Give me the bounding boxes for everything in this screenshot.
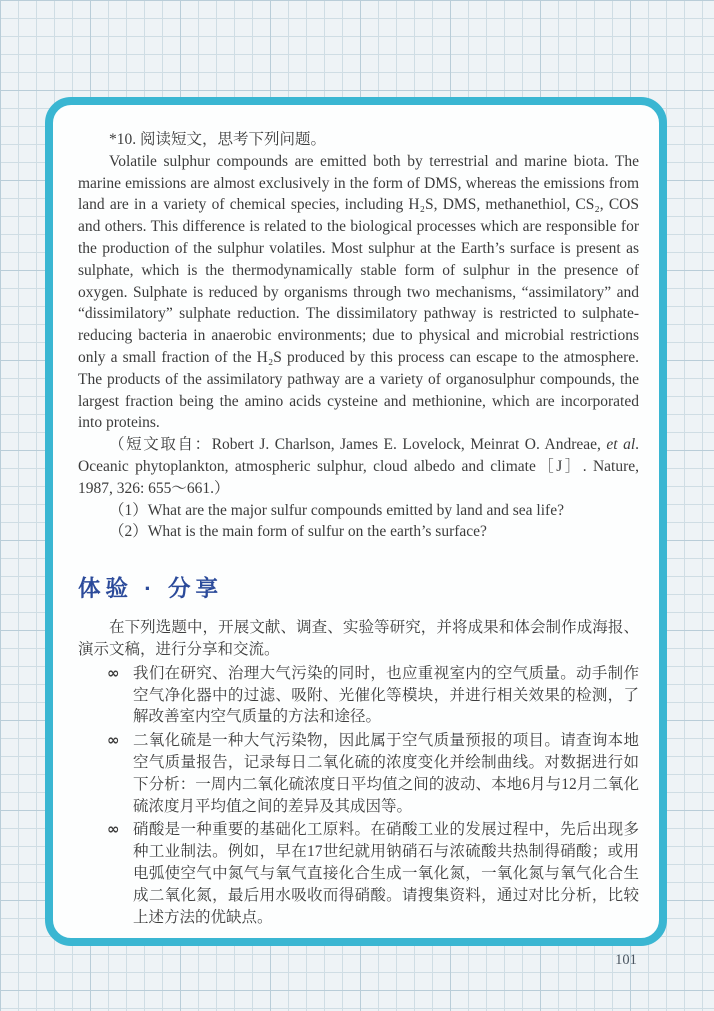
question-10-heading: *10. 阅读短文，思考下列问题。 bbox=[109, 131, 327, 148]
content-card bbox=[45, 97, 667, 946]
page-number: 101 bbox=[615, 952, 637, 968]
sub-question-1: （1）What are the major sulfur compounds emitted by land and sea life? bbox=[109, 501, 564, 519]
reading-passage: Volatile sulphur compounds are emitted both by terrestrial and marine biota. The marine emissions are almost exclusively in the form of DMS, whereas the emissions from land are in a variety of chemical species, including H₂S, DMS, methanethiol, CS₂, COS and others. This difference is related to the biological processes which are responsible for the production of the sulphur volatiles. Most sulphur at the Earth’s surface is present as sulphate, which is the thermodynamically stable form of sulphur in the presence of oxygen. Sulphate is reduced by organisms through two mechanisms, “assimilatory” and “dissimilatory” sulphate reduction. The dissimilatory pathway is restricted to sulphate-reducing bacteria in anaerobic environments; due to physical and microbial restrictions only a small fraction of the H₂S produced by this process can escape to the atmosphere. The products of the assimilatory pathway are a variety of organosulphur compounds, the largest fraction being the amino acids cysteine and methionine, which are incorporated into proteins. bbox=[78, 152, 639, 432]
topic-item-sulfur-dioxide bbox=[107, 730, 639, 817]
infinity-bullet-icon: ∞ bbox=[107, 663, 120, 682]
citation bbox=[78, 434, 639, 499]
topic-text-sulfur-dioxide: 二氧化硫是一种大气污染物，因此属于空气质量预报的项目。请查询本地空气质量报告，记录每日二氧化硫的浓度变化并绘制曲线。对数据进行如下分析：一周内二氧化硫浓度日平均值之间的波动、本地6月与12月二氧化硫浓度月平均值之间的差异及其成因等。 bbox=[133, 732, 639, 815]
citation-prefix: （短文取自：Robert J. Charlson, James E. Lovelock, Meinrat O. Andreae, bbox=[109, 436, 607, 454]
sub-question-2: （2）What is the main form of sulfur on the earth’s surface? bbox=[109, 523, 487, 541]
topic-item-nitric-acid bbox=[107, 819, 639, 928]
citation-et-al: et al bbox=[606, 436, 636, 454]
infinity-bullet-icon: ∞ bbox=[107, 731, 120, 750]
experience-share-intro: 在下列选题中，开展文献、调查、实验等研究，并将成果和体会制作成海报、演示文稿，进行分享和交流。 bbox=[78, 619, 639, 658]
infinity-bullet-icon: ∞ bbox=[107, 820, 120, 839]
topic-item-air-purifier bbox=[107, 663, 639, 728]
experience-share-title: 体验 · 分享 bbox=[78, 576, 223, 602]
topic-text-nitric-acid: 硝酸是一种重要的基础化工原料。在硝酸工业的发展过程中，先后出现多种工业制法。例如，早在17世纪就用钠硝石与浓硫酸共热制得硝酸；或用电弧使空气中氮气与氧气直接化合生成一氧化氮，一氧化氮与氧气化合生成二氧化氮，最后用水吸收而得硝酸。请搜集资料，通过对比分析，比较上述方法的优缺点。 bbox=[133, 821, 639, 926]
topic-text-air-purifier: 我们在研究、治理大气污染的同时，也应重视室内的空气质量。动手制作空气净化器中的过滤、吸附、光催化等模块，并进行相关效果的检测，了解改善室内空气质量的方法和途径。 bbox=[133, 664, 639, 726]
citation-suffix: . Oceanic phytoplankton, atmospheric sulphur, cloud albedo and climate［J］. Nature, 1987, 326: 655～661.） bbox=[78, 436, 640, 497]
